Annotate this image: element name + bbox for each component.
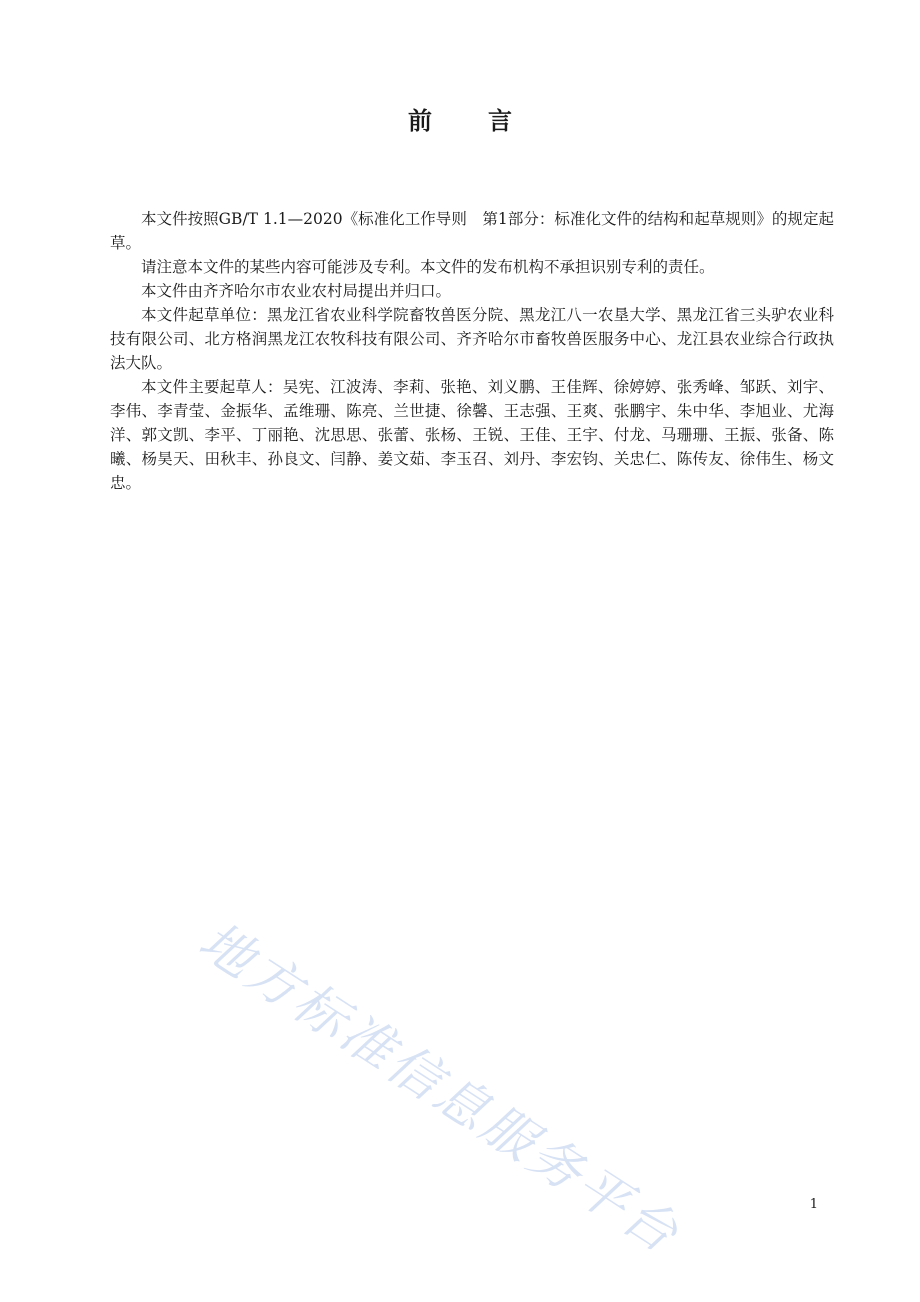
page-number: 1	[809, 1197, 818, 1212]
title-char-2: 言	[488, 107, 512, 135]
page-title	[0, 101, 920, 136]
paragraph-drafting-rules: 本文件按照GB/T 1.1—2020《标准化工作导则 第1部分：标准化文件的结构和起草规则》的规定起草。	[110, 210, 834, 252]
foreword-body	[110, 207, 834, 495]
paragraph-proposer: 本文件由齐齐哈尔市农业农村局提出并归口。	[141, 282, 452, 300]
paragraph-drafters: 本文件主要起草人：吴宪、江波涛、李莉、张艳、刘义鹏、王佳辉、徐婷婷、张秀峰、邹跃、刘宇、李伟、李青莹、金振华、孟维珊、陈亮、兰世捷、徐馨、王志强、王爽、张鹏宇、朱中华、李旭业、尤海洋、郭文凯、李平、丁丽艳、沈思思、张蕾、张杨、王锐、王佳、王宇、付龙、马珊珊、王振、张备、陈曦、杨昊天、田秋丰、孙良文、闫静、姜文茹、李玉召、刘丹、李宏钧、关忠仁、陈传友、徐伟生、杨文忠。	[110, 378, 834, 492]
paragraph-patent-notice: 请注意本文件的某些内容可能涉及专利。本文件的发布机构不承担识别专利的责任。	[141, 258, 715, 276]
title-char-1: 前	[408, 107, 432, 135]
watermark: 地方标准信息服务平台	[188, 910, 691, 1267]
paragraph-drafting-units: 本文件起草单位：黑龙江省农业科学院畜牧兽医分院、黑龙江八一农垦大学、黑龙江省三头驴农业科技有限公司、北方格润黑龙江农牧科技有限公司、齐齐哈尔市畜牧兽医服务中心、龙江县农业综合行政执法大队。	[110, 306, 834, 372]
